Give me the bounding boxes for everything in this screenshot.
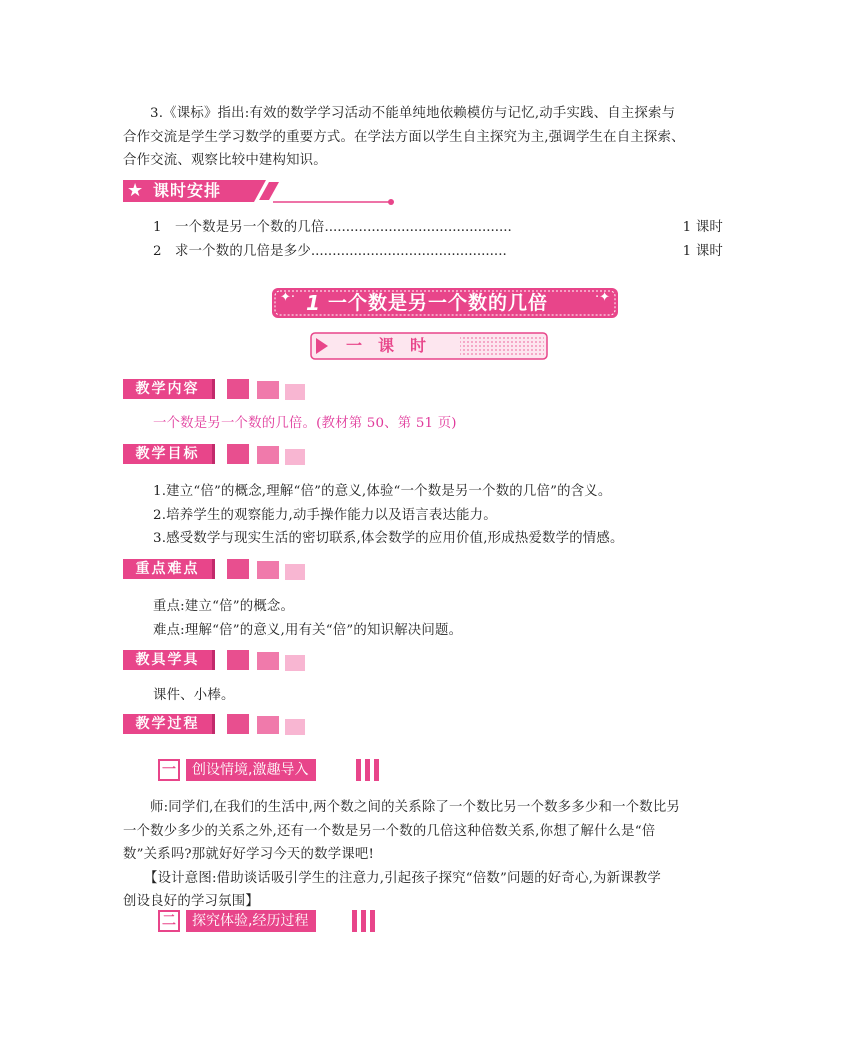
period-box	[310, 332, 548, 360]
decor-stripe	[352, 910, 357, 932]
decor-stripe	[365, 759, 370, 781]
lesson-banner-number: 1	[306, 291, 320, 315]
schedule-item	[153, 240, 723, 264]
goal-item: 2.培养学生的观察能力,动手操作能力以及语言表达能力。	[153, 507, 497, 523]
key-points-list	[153, 595, 733, 642]
section-label: 教学过程	[123, 714, 215, 734]
schedule-item-leader: ............................................	[324, 220, 512, 235]
section-header-content	[123, 379, 313, 401]
content-text: 一个数是另一个数的几倍。(教材第 50、第 51 页)	[153, 416, 457, 431]
decor-square	[257, 446, 279, 464]
decor-square	[257, 561, 279, 579]
step-header-1	[158, 759, 388, 781]
design-note-line: 创设良好的学习氛围】	[123, 894, 259, 909]
decor-square	[227, 714, 249, 734]
decor-square	[285, 384, 305, 400]
intro-line: 3.《课标》指出:有效的数学学习活动不能单纯地依赖模仿与记忆,动手实践、自主探索与	[150, 106, 676, 121]
sparkle-icon: ✦·	[280, 290, 296, 305]
section-label: 教学内容	[123, 379, 215, 399]
section-header-goals	[123, 444, 313, 466]
decor-square	[285, 449, 305, 465]
schedule-item-title: 一个数是另一个数的几倍	[175, 220, 325, 235]
step-number: 二	[158, 910, 180, 932]
sparkle-icon: ·✦	[594, 290, 610, 305]
section-label: 教具学具	[123, 650, 215, 670]
intro-line: 合作交流、观察比较中建构知识。	[123, 153, 327, 168]
decor-stripe	[374, 759, 379, 781]
paragraph-line: 一个数少多少的关系之外,还有一个数是另一个数的几倍这种倍数关系,你想了解什么是“倍	[123, 823, 656, 839]
period-label: 一 课 时	[346, 336, 427, 355]
lesson-banner-title: 一个数是另一个数的几倍	[328, 292, 549, 314]
goals-list	[153, 480, 733, 551]
schedule-item-num: 1	[153, 220, 162, 235]
decor-square	[227, 650, 249, 670]
step-number: 一	[158, 759, 180, 781]
key-point-item: 重点:建立“倍”的概念。	[153, 599, 295, 614]
decor-square	[285, 564, 305, 580]
step-label: 探究体验,经历过程	[186, 910, 316, 932]
schedule-header	[123, 180, 398, 206]
schedule-item-num: 2	[153, 243, 162, 259]
intro-paragraph	[123, 102, 750, 173]
decor-square	[227, 559, 249, 579]
step-label: 创设情境,激趣导入	[186, 759, 316, 781]
tools-text: 课件、小棒。	[153, 688, 235, 703]
schedule-item-title: 求一个数的几倍是多少	[175, 243, 311, 259]
decor-stripe	[361, 910, 366, 932]
section-header-tools	[123, 650, 313, 672]
lesson-banner	[272, 288, 618, 318]
goal-item: 1.建立“倍”的概念,理解“倍”的意义,体验“一个数是另一个数的几倍”的含义。	[153, 484, 612, 499]
section-label: 重点难点	[123, 559, 215, 579]
decor-square	[257, 652, 279, 670]
step-1-paragraph	[123, 796, 750, 914]
decor-stripe	[356, 759, 361, 781]
section-header-process	[123, 714, 313, 736]
design-note-line: 【设计意图:借助谈话吸引学生的注意力,引起孩子探究“倍数”问题的好奇心,为新课教学	[144, 870, 661, 886]
section-header-key-points	[123, 559, 313, 581]
schedule-item-hours: 1 课时	[682, 220, 723, 235]
paragraph-line: 数”关系吗?那就好好学习今天的数学课吧!	[123, 847, 375, 862]
schedule-item-leader: ..............................................	[310, 243, 507, 259]
goal-item: 3.感受数学与现实生活的密切联系,体会数学的应用价值,形成热爱数学的情感。	[153, 531, 624, 546]
section-label: 教学目标	[123, 444, 215, 464]
paragraph-line: 师:同学们,在我们的生活中,两个数之间的关系除了一个数比另一个数多多少和一个数比另	[150, 800, 681, 815]
key-point-item: 难点:理解“倍”的意义,用有关“倍”的知识解决问题。	[153, 622, 463, 638]
decor-square	[285, 655, 305, 671]
schedule-item-hours: 1 课时	[682, 243, 723, 259]
decor-square	[257, 381, 279, 399]
decor-square	[285, 719, 305, 735]
decor-square	[227, 444, 249, 464]
decor-square	[227, 379, 249, 399]
decor-stripe	[370, 910, 375, 932]
intro-line: 合作交流是学生学习数学的重要方式。在学法方面以学生自主探究为主,强调学生在自主探索、	[123, 129, 685, 145]
decor-square	[257, 716, 279, 734]
schedule-title: 课时安排	[153, 181, 222, 200]
star-icon: ★	[127, 180, 144, 201]
schedule-item	[153, 216, 723, 240]
schedule-list	[153, 216, 723, 263]
step-header-2	[158, 910, 388, 932]
